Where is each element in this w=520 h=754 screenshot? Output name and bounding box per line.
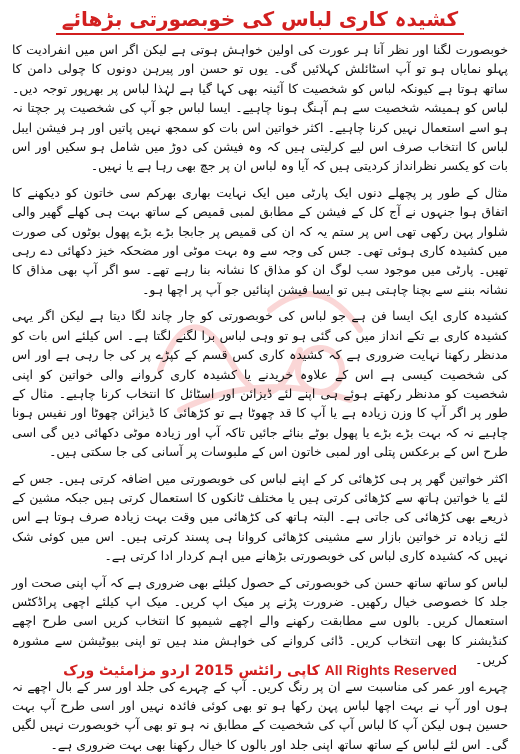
copyright-urdu: کاپی رائٹس 2015 اردو مزامئیٹ ورک [63, 663, 320, 679]
copyright-english: All Rights Reserved [324, 662, 457, 678]
title-container [0, 6, 520, 35]
paragraph-5: لباس کو ساتھ ساتھ حسن کی خوبصورتی کے حصول کیلئے بھی ضروری ہے کہ آپ اپنی صحت اور جلد کا خصوصی خیال رکھیں۔ ضرورت پڑنے پر میک اپ کریں۔ میک اپ کیلئے اچھی پراڈکٹس استعمال کریں۔ بالوں سے مطابقت رکھنے والے اچھے شیمپو کا انتخاب کریں اسی طرح اچھے کنڈیشنر کا بھی انتخاب کریں۔ ڈائی کروانے کی خواہش مند ہیں تو اپنی بیوٹیشن سے مشورہ کریں۔ [12, 574, 508, 668]
paragraph-1: خوبصورت لگنا اور نظر آنا ہر عورت کی اولین خواہش ہوتی ہے لیکن اگر اس میں انفرادیت کا پہلو نمایاں ہو تو آپ اسٹائلش کہلائیں گی۔ یوں تو حسن اور پیرہن دونوں کا چولی دامن کا ساتھ ہوتا ہے کیونکہ لباس کو شخصیت کا آئینہ بھی کہا گیا ہے لہٰذا لباس پر بھرپور توجہ دیں۔ لباس کو ہمیشہ شخصیت سے ہم آہنگ ہونا چاہیے۔ ایسا لباس جو آپ کی شخصیت پر جچتا نہ ہو اسے استعمال نہیں کرنا چاہیے۔ اکثر خواتین اس بات کو سمجھ نہیں پاتیں اور ہر فیشن ایبل لباس کا انتخاب صرف اس لیے کرلیتی ہیں کہ وہ فیشن کی دوڑ میں شامل ہو سکیں اور اس بات کو یکسر نظرانداز کردیتی ہیں کہ آیا وہ لباس ان پر جچ بھی رہا ہے یا نہیں۔ [12, 42, 508, 174]
paragraph-2: مثال کے طور پر پچھلے دنوں ایک پارٹی میں ایک نہایت بھاری بھرکم سی خاتون کو دیکھنے کا اتفاق ہوا جنہوں نے آج کل کے فیشن کے مطابق لمبی قمیص کے ساتھ بہت ہی کھلے گھیر والی شلوار پہن رکھی تھی اس پر ستم یہ کہ ان کی قمیص پر جابجا بڑے بڑے پھول بوٹوں کی صورت میں کشیدہ کاری ہوئی تھی۔ جس کی وجہ سے وہ بہت موٹی اور مضحکہ خیز دکھائی دے رہی تھیں۔ پارٹی میں موجود سب لوگ ان کو مذاق کا نشانہ بنا رہے تھے۔ سو اگر آپ بھی مذاق کا نشانہ بننے سے بچنا چاہتی ہیں تو ایسا فیشن اپنائیں جو آپ پر اچھا ہو۔ [12, 184, 508, 297]
paragraph-3: کشیدہ کاری ایک ایسا فن ہے جو لباس کی خوبصورتی کو چار چاند لگا دیتا ہے لیکن اگر یہی کشیدہ کاری بے تکے انداز میں کی گئی ہو تو وہی لباس برا لگنے لگتا ہے۔ اس کیلئے اس بات کو مدنظر رکھنا نہایت ضروری ہے کہ کشیدہ کاری کس قسم کے کپڑے پر کی جا رہی ہے اور اس کی شخصیت کیسی ہے اس کے علاوہ خریدنے یا کشیدہ کاری کروانے والی خواتین کو اپنی شخصیت کو مدنظر رکھتے ہوئے ہی اپنے لئے ڈیزائن اور اسٹائل کا انتخاب کرنا چاہیے۔ مثال کے طور پر اگر آپ کا وزن زیادہ ہے یا آپ کا قد چھوٹا ہے تو کڑھائی کا ڈیزائن چھوٹا اور نفیس ہونا چاہیے نہ کہ بہت بڑے بڑے یا پھول بوٹے بنائے جائیں تاکہ آپ اور زیادہ موٹی دکھائی دیں گی اسی طرح اس کے برعکس پتلی اور لمبی خاتون اس کے ملبوسات پر آسانی کی جا سکتی ہیں۔ [12, 308, 508, 460]
paragraph-4: اکثر خواتین گھر پر ہی کڑھائی کر کے اپنے لباس کی خوبصورتی میں اضافہ کرتی ہیں۔ جس کے لئے یا خواتین ہاتھ سے کڑھائی کرتی ہیں یا مختلف ٹانکوں کا استعمال کرتی ہیں جبکہ مشین کے ذریعے بھی کڑھائی کی جاتی ہے۔ البتہ ہاتھ کی کڑھائی میں وقت بہت زیادہ صرف ہوتا ہے اس لئے زیادہ تر خواتین بازار سے مشینی کڑھائی کروانا ہی پسند کرتی ہیں۔ اس میں کوئی شک نہیں کہ کشیدہ کاری لباس کی خوبصورتی بڑھانے میں اہم کردار ادا کرتی ہے۔ [12, 470, 508, 564]
paragraph-6: چہرے اور عمر کی مناسبت سے ان پر رنگ کریں۔ آپ کے چہرے کی جلد اور سر کے بال اچھے نہ ہوں اور آپ نے بہت اچھا لباس پہن رکھا ہو تو بھی کوئی فائدہ نہیں اور اسی طرح آپ بہت حسین ہوں لیکن آپ کا لباس آپ کی شخصیت کے مطابق نہ ہو تو بھی آپ خوبصورت نہیں لگیں گی۔ اس لئے لباس کے ساتھ ساتھ اپنی جلد اور بالوں کا خیال رکھنا بھی بہت ضروری ہے۔ [12, 678, 508, 752]
copyright-footer [0, 660, 520, 681]
article-title: کشیدہ کاری لباس کی خوبصورتی بڑھائے [56, 6, 464, 35]
